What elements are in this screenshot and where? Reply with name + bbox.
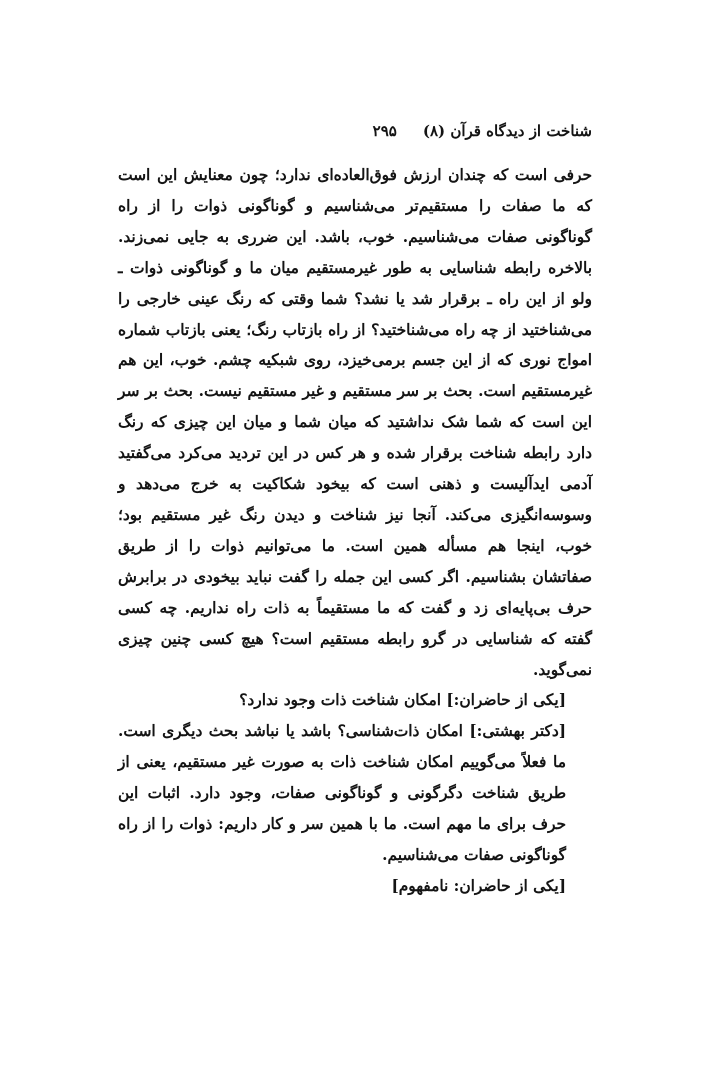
main-paragraph: حرفی است که چندان ارزش فوق‌العاده‌ای ندارد؛ چون معنایش این است که ما صفات را مستقیم‌تر می‌شناسیم و گوناگونی ذوات را از راه گوناگونی صفات می‌شناسیم. خوب، باشد. این ضرری به جایی نمی‌زند. بالاخره رابطه شناسایی به طور غیرمستقیم میان ما و گوناگونی ذوات ـ ولو از این راه ـ برقرار شد یا نشد؟ شما وقتی که رنگ عینی خارجی را می‌شناختید از چه راه می‌شناختید؟ از راه بازتاب رنگ؛ یعنی بازتاب شماره امواج نوری که از این جسم برمی‌خیزد، روی شبکیه چشم. خوب، این هم غیرمستقیم است. بحث بر سر مستقیم و غیر مستقیم نیست. بحث بر سر این است که شما شک نداشتید که میان شما و میان این چیزی که رنگ دارد رابطه شناخت برقرار شده و هر کس در این تردید می‌کرد می‌گفتید آدمی ایدآلیست و ذهنی است که بیخود شکاکیت به خرج می‌دهد و وسوسه‌انگیزی می‌کند. آنجا نیز شناخت و دیدن رنگ غیر مستقیم بود؛ خوب، اینجا هم مسأله همین است. ما می‌توانیم ذوات را از طریق صفاتشان بشناسیم. اگر کسی این جمله را گفت نباید بیخودی در برابرش حرف بی‌پایه‌ای زد و گفت که ما مستقیماً به ذات راه نداریم. چه کسی گفته که شناسایی در گرو رابطه مستقیم است؟ هیچ کسی چنین چیزی نمی‌گوید.	[118, 166, 592, 679]
running-title: شناخت از دیدگاه قرآن (۸)	[422, 122, 592, 140]
audience-question: [یکی از حاضران:] امکان شناخت ذات وجود ندارد؟	[239, 691, 566, 710]
page-number: ۲۹۵	[372, 122, 397, 140]
audience-remark: [یکی از حاضران: نامفهوم]	[391, 876, 566, 895]
running-header	[118, 118, 592, 144]
body-text	[118, 160, 592, 902]
speaker-answer: [دکتر بهشتی:] امکان ذات‌شناسی؟ باشد یا نباشد بحث دیگری است. ما فعلاً می‌گوییم امکان شناخت ذات به صورت غیر مستقیم، یعنی از طریق شناخت دگرگونی و گوناگونی صفات، وجود دارد. اثبات این حرف برای ما مهم است. ما با همین سر و کار داریم: ذوات را از راه گوناگونی صفات می‌شناسیم.	[118, 722, 566, 864]
